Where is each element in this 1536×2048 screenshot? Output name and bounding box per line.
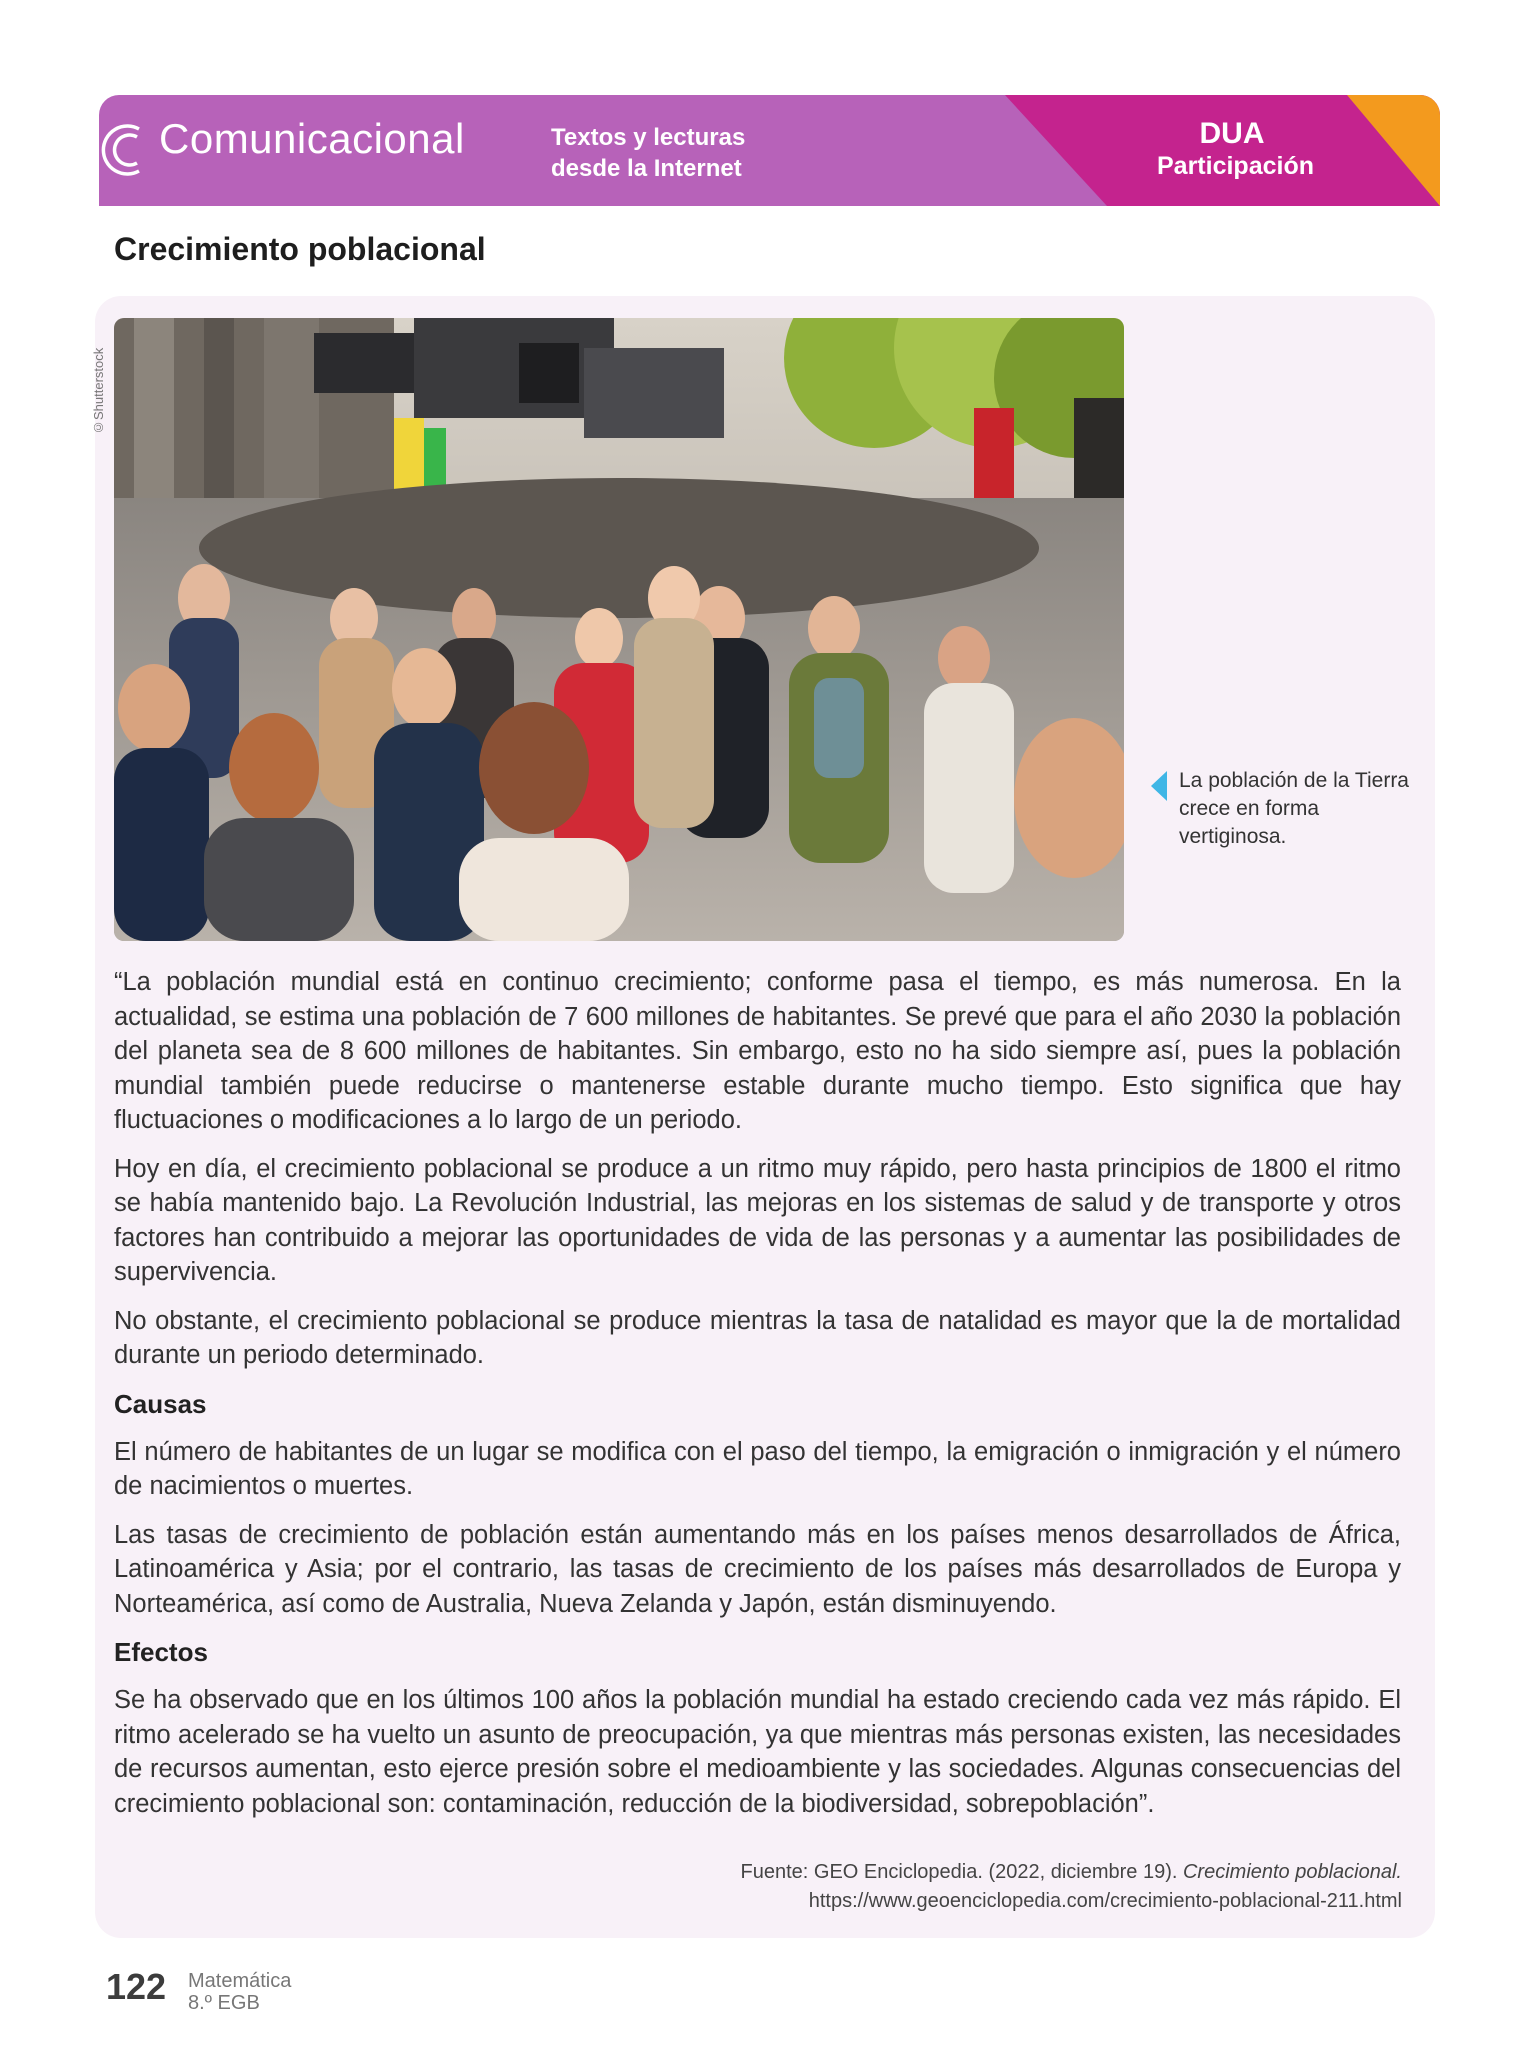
heading-causas: Causas [114,1388,207,1419]
crowd-photo [114,318,1124,941]
photo-caption: La población de la Tierra crece en forma vertiginosa. [1179,769,1409,848]
article-paragraph: Las tasas de crecimiento de población están aumentando más en los países menos desarrollados de África, Latinoamérica y Asia; por el contrario, las tasas de crecimiento de los países más desarrollados de Europa y Norteamérica, así como de Australia, Nueva Zelanda y Japón, están disminuyendo. [114,1520,1401,1618]
dua-subtitle: Participación [1157,152,1314,180]
subject-name: Matemática [188,1970,292,1992]
header-subtitle-line1: Textos y lecturas [551,124,746,151]
article-body [114,965,1401,1835]
article-paragraph: Se ha observado que en los últimos 100 años la población mundial ha estado creciendo cada vez más rápido. El ritmo acelerado se ha vuelto un asunto de preocupación, ya que mientras más personas existen, las necesidades de recursos aumentan, esto ejerce presión sobre el medioambiente y las sociedades. Algunas consecuencias del crecimiento poblacional son: contaminación, reducción de la biodiversidad, sobrepoblación”. [114,1686,1401,1818]
article-paragraph: “La población mundial está en continuo crecimiento; conforme pasa el tiempo, es más numerosa. En la actualidad, se estima una población de 7 600 millones de habitantes. Se prevé que para el año 2030 la población del planeta sea de 8 600 millones de habitantes. Sin embargo, esto no ha sido siempre así, pues la población mundial también puede reducirse o mantenerse estable durante mucho tiempo. Esto significa que hay fluctuaciones o modificaciones a lo largo de un periodo. [114,968,1401,1134]
article-paragraph: El número de habitantes de un lugar se modifica con el paso del tiempo, la emigración o inmigración y el número de nacimientos o muertes. [114,1437,1401,1500]
caption-pointer-icon [1151,771,1167,801]
article-paragraph: Hoy en día, el crecimiento poblacional se produce a un ritmo muy rápido, pero hasta principios de 1800 el ritmo se había mantenido bajo. La Revolución Industrial, las mejoras en los sistemas de salud y de transporte y otros factores han contribuido a mejorar las oportunidades de vida de las personas y a aumentar las posibilidades de supervivencia. [114,1154,1401,1286]
source-line1 [560,1858,1402,1887]
grade-label: 8.º EGB [188,1992,260,2014]
article-paragraph: No obstante, el crecimiento poblacional se produce mientras la tasa de natalidad es mayor que la de mortalidad durante un periodo determinado. [114,1306,1401,1369]
header-banner [99,95,1440,206]
brand-name: Comunicacional [159,115,465,162]
source-prefix: Fuente: GEO Enciclopedia. (2022, diciembre 19). [740,1861,1183,1883]
header-subtitle-line2: desde la Internet [551,155,742,182]
footer-subject [188,1970,291,2014]
section-title: Crecimiento poblacional [114,231,486,267]
source-url[interactable]: https://www.geoenciclopedia.com/crecimiento-poblacional-211.html [808,1890,1402,1912]
photo-credit: ©Shutterstock [91,347,106,435]
page-number: 122 [106,1966,167,2007]
dua-label [1157,117,1314,181]
dua-title: DUA [1199,117,1265,150]
source-title: Crecimiento poblacional. [1182,1861,1402,1883]
source-citation [560,1858,1402,1916]
comunicacional-logo-icon [99,121,143,179]
heading-efectos: Efectos [114,1637,208,1667]
header-subtitle [551,122,745,184]
